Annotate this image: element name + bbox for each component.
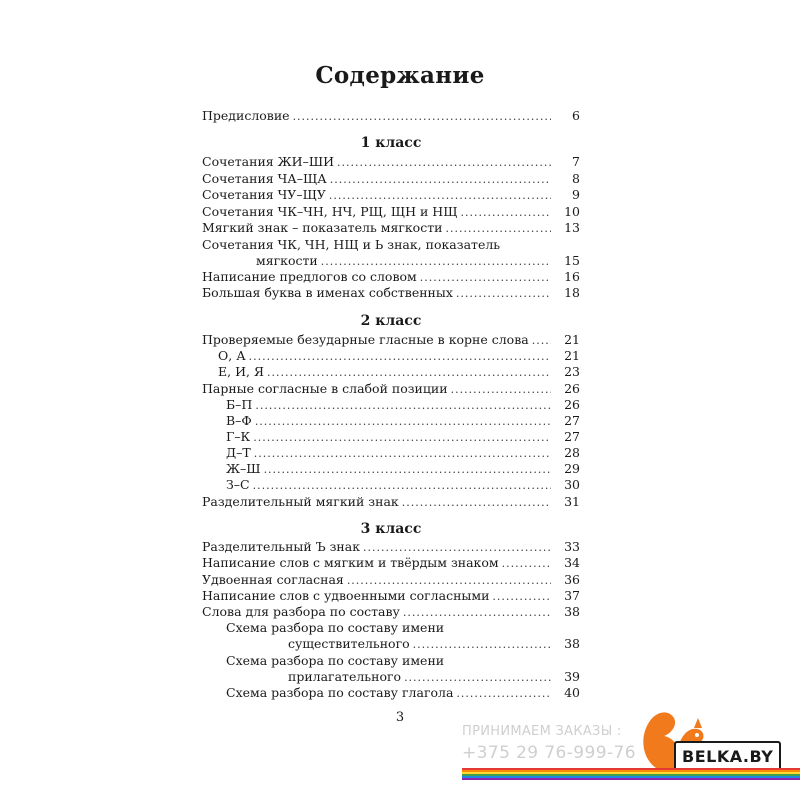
toc-entry-text: Мягкий знак – показатель мягкости [202, 220, 443, 235]
brand-logo-text: BELKA.BY [674, 741, 781, 772]
toc-entry-page: 27 [564, 413, 580, 428]
toc-entry-text: Сочетания ЧУ–ЩУ [202, 187, 326, 202]
toc-entry-text: Б–П [226, 397, 253, 412]
dot-leader [337, 154, 551, 171]
toc-entry-text: З–С [226, 477, 250, 492]
toc-entry-text: Удвоенная согласная [202, 572, 344, 587]
toc-entry-page: 34 [564, 555, 580, 570]
toc-entry [202, 603, 580, 620]
toc-entry-text: Написание слов с мягким и твёрдым знаком [202, 555, 499, 570]
toc-entry-text: Ж–Ш [226, 461, 261, 476]
toc-entry-text: мягкости [256, 253, 318, 268]
toc-entry [202, 493, 580, 510]
toc-entry-continuation [288, 668, 580, 685]
toc-entry-page: 39 [564, 669, 580, 684]
toc-entry-page: 30 [564, 477, 580, 492]
toc-entry-page: 6 [572, 108, 580, 123]
toc-entry [202, 284, 580, 301]
toc-entry-text: О, А [218, 348, 246, 363]
dot-leader [456, 285, 551, 302]
toc-entry [202, 268, 580, 285]
toc-entry-sub [226, 476, 580, 493]
toc-entry-text: Разделительный Ъ знак [202, 539, 361, 554]
toc-entry-continuation [256, 252, 580, 269]
toc-entry-sub [226, 652, 580, 669]
dot-leader [267, 364, 551, 381]
dot-leader [445, 220, 551, 237]
watermark-line: ПРИНИМАЕМ ЗАКАЗЫ : [462, 724, 622, 739]
toc-entry-page: 31 [564, 494, 580, 509]
toc-entry-page: 26 [564, 381, 580, 396]
toc-entry-sub [218, 363, 580, 380]
toc-entry-text: Парные согласные в слабой позиции [202, 381, 448, 396]
toc-entry-page: 38 [564, 636, 580, 651]
toc-entry-sub [226, 412, 580, 429]
toc-entry [202, 186, 580, 203]
toc-entry-text: Схема разбора по составу глагола [226, 685, 454, 700]
toc-entry-text: Слова для разбора по составу [202, 604, 400, 619]
toc-entry-page: 7 [572, 154, 580, 169]
toc-entry-text: Проверяемые безударные гласные в корне слова [202, 332, 529, 347]
toc-entry-text: Большая буква в именах собственных [202, 285, 453, 300]
toc-entry-page: 33 [564, 539, 580, 554]
toc-entry-page: 26 [564, 397, 580, 412]
toc-entry-sub [226, 619, 580, 636]
toc-entry-page: 40 [564, 685, 580, 700]
toc-entry-page: 16 [564, 269, 580, 284]
toc-entry-text: Схема разбора по составу имени [226, 620, 445, 635]
toc-entry-text: существительного [288, 636, 410, 651]
dot-leader [502, 555, 551, 572]
toc-entry-sub [226, 428, 580, 445]
page-title: Содержание [315, 62, 485, 89]
toc-entry-page: 13 [564, 220, 580, 235]
toc-entry-text: Г–К [226, 429, 251, 444]
toc-entry [202, 587, 580, 604]
toc-entry-text: Написание слов с удвоенными согласными [202, 588, 490, 603]
watermark-phone: +375 29 76-999-76 [462, 743, 636, 763]
toc-entry-page: 37 [564, 588, 580, 603]
toc-entry-page: 36 [564, 572, 580, 587]
toc-entry-text: Схема разбора по составу имени [226, 653, 445, 668]
toc-entry-page: 15 [564, 253, 580, 268]
section-heading: 2 класс [360, 313, 422, 329]
dot-leader [413, 636, 551, 653]
toc-entry-text: Написание предлогов со словом [202, 269, 417, 284]
toc-entry-text: Е, И, Я [218, 364, 265, 379]
toc-entry-text: Д–Т [226, 445, 251, 460]
toc-entry [202, 380, 580, 397]
toc-entry-page: 8 [572, 171, 580, 186]
toc-entry [202, 219, 580, 236]
dot-leader [329, 187, 551, 204]
toc-entry-text: Сочетания ЧА–ЩА [202, 171, 327, 186]
toc-entry-sub [226, 684, 580, 701]
rainbow-stripes-icon [462, 768, 800, 780]
toc-entry [202, 170, 580, 187]
dot-leader [456, 685, 551, 702]
toc-entry-page: 27 [564, 429, 580, 444]
toc-entry-text: Сочетания ЧК, ЧН, НЩ и Ь знак, показатель [202, 237, 501, 252]
toc-entry-preface [202, 107, 580, 124]
toc-entry [202, 571, 580, 588]
toc-entry-sub [226, 444, 580, 461]
toc-entry-page: 23 [564, 364, 580, 379]
toc-entry-sub [226, 460, 580, 477]
toc-entry-text: прилагательного [288, 669, 402, 684]
toc-entry-continuation [288, 635, 580, 652]
toc-entry [202, 203, 580, 220]
toc-entry-page: 21 [564, 348, 580, 363]
toc-entry-page: 28 [564, 445, 580, 460]
watermark-text [462, 724, 642, 763]
toc-entry-text: Сочетания ЧК–ЧН, НЧ, РЩ, ЩН и НЩ [202, 204, 458, 219]
toc-entry-page: 10 [564, 204, 580, 219]
toc-entry [202, 236, 580, 253]
toc-entry-text: Предисловие [202, 108, 290, 123]
toc-entry-text: Сочетания ЖИ–ШИ [202, 154, 335, 169]
toc-entry-page: 18 [564, 285, 580, 300]
toc-entry [202, 554, 580, 571]
toc-entry-text: В–Ф [226, 413, 252, 428]
page-number: 3 [395, 710, 405, 725]
toc-entry-page: 29 [564, 461, 580, 476]
toc-entry [202, 331, 580, 348]
toc-entry [202, 538, 580, 555]
toc-entry-page: 9 [572, 187, 580, 202]
dot-leader [293, 108, 551, 125]
toc-entry-sub [218, 347, 580, 364]
toc-entry-page: 38 [564, 604, 580, 619]
toc-entry-sub [226, 396, 580, 413]
toc-entry-page: 21 [564, 332, 580, 347]
dot-leader [402, 494, 551, 511]
section-heading: 1 класс [360, 135, 422, 151]
section-heading: 3 класс [360, 521, 422, 537]
dot-leader [253, 477, 551, 494]
toc-entry-text: Разделительный мягкий знак [202, 494, 399, 509]
toc-entry [202, 153, 580, 170]
